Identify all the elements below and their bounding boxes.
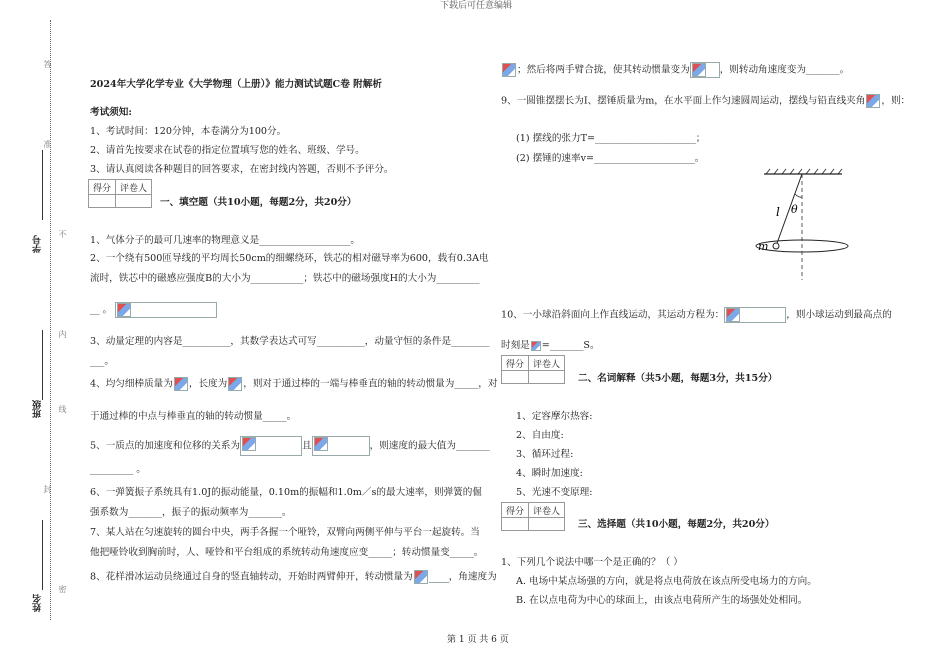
score-header: 得分 [89,180,116,195]
term-item: 3、循环过程: [516,449,574,460]
score-table [501,355,565,384]
score-table [501,502,565,531]
broken-image-icon [314,437,328,451]
question-6-line2: 强系数为_______，振子的振动频率为_______。 [90,507,292,518]
student-id-label: 学号 [33,235,43,253]
seal-mark-3: 不 [58,230,67,238]
q8-text: 8、花样滑冰运动员绕通过自身的竖直轴转动，开始时两臂伸开，转动惯量为 [90,571,413,583]
question-1: 1、气体分子的最可几速率的物理意义是___________________。 [90,235,360,246]
notice-item: 1、考试时间：120分钟，本卷满分为100分。 [90,126,287,137]
q10-text: =_______S。 [541,340,600,351]
question-4-line1 [90,377,497,391]
question-9-part2: (2) 摆锤的速率v=_____________________。 [516,153,705,164]
score-table [88,179,152,208]
seal-mark-6: 封 [43,485,52,493]
question-10-line1 [501,307,892,323]
broken-image-icon [228,377,242,391]
pendulum-bob [773,243,779,249]
q4-text: ，长度为 [188,378,228,390]
choice-option-b[interactable]: B. 在以点电荷为中心的球面上，由该点电荷所产生的场强处处相同。 [516,595,808,606]
question-5-line1 [90,436,490,456]
q10-text: ，则小球运动到最高点的 [786,309,892,321]
seal-mark-1: 答 [43,60,52,68]
header-note: 下载后可任意编辑 [440,1,513,11]
q9-text: ，则： [881,95,911,107]
seal-mark-7: 密 [58,585,67,593]
q9-text: 9、一圆锥摆摆长为I、摆锤质量为m，在水平面上作匀速圆周运动，摆线与铅直线夹角 [501,95,866,107]
question-9-line1 [501,94,910,108]
term-item: 2、自由度: [516,430,564,441]
mass-label: m [758,240,769,253]
grader-header: 评卷人 [116,180,152,195]
question-4-line2: 于通过棒的中点与棒垂直的轴的转动惯量_____。 [90,411,297,422]
question-7-line2: 他把哑铃收到胸前时，人、哑铃和平台组成的系统转动角速度应变_____；转动惯量变_____。 [90,547,484,558]
broken-image-icon [726,308,740,322]
broken-image-icon [117,303,131,317]
term-item: 1、定容摩尔热容: [516,411,593,422]
choice-option-a[interactable]: A. 电场中某点场强的方向，就是将点电荷放在该点所受电场力的方向。 [516,576,817,587]
q8-text: ，角速度为 [448,571,497,583]
broken-image-icon [531,341,541,351]
question-2-line2: 流时，铁芯中的磁感应强度B的大小为___________；铁芯中的磁场强度H的大小为_________ [90,273,480,284]
q8-text: ；然后将两手臂合拢，使其转动惯量变为 [517,64,690,76]
broken-image-icon [414,570,428,584]
term-item: 5、光速不变原理: [516,487,593,498]
broken-image-icon [692,63,706,77]
broken-image-icon [174,377,188,391]
notice-heading: 考试须知: [90,107,132,118]
question-3-line1: 3、动量定理的内容是__________，其数学表达式可写__________，动量守恒的条件是________ [90,336,490,347]
question-5-line2: _________ 。 [90,464,146,475]
question-10-line2 [501,339,600,352]
q5-text: ，则速度的最大值为_______ [369,440,490,452]
name-label: 姓名 [33,594,43,612]
angle-label: θ [791,203,798,216]
class-label: 班级 [33,400,43,418]
conical-pendulum-figure [750,168,850,283]
question-2-tail: __ 。 [90,304,113,316]
score-header: 得分 [502,503,529,518]
score-cell[interactable] [502,518,529,531]
question-2-line3 [90,302,217,318]
broken-image-icon [866,94,880,108]
question-9-part1: (1) 摆线的张力T=_____________________； [516,133,706,144]
angle-arc [795,194,802,197]
seal-line [50,20,51,620]
grader-cell[interactable] [529,371,565,384]
page-title: 2024年大学化学专业《大学物理（上册）》能力测试试题C卷 附解析 [90,79,382,90]
q5-text: 5、一质点的加速度和位移的关系为 [90,440,241,452]
q10-text: 时刻是 [501,340,530,351]
choice-question-1: 1、下列几个说法中哪一个是正确的？（ ） [501,557,683,568]
ceiling-hatch [766,169,842,174]
formula-image-box [724,307,786,323]
score-header: 得分 [502,356,529,371]
question-6-line1: 6、一弹簧振子系统具有1.0J的振动能量，0.10m的振幅和1.0m／s的最大速率，则弹簧的倔 [90,487,482,498]
q10-text: 10、一小球沿斜面向上作直线运动，其运动方程为： [501,309,725,321]
question-8-line2 [501,62,849,78]
section-heading-fill: 一、填空题（共10小题，每题2分，共20分） [160,197,357,208]
q8-text: ，则转动角速度变为_______。 [719,64,850,76]
section-heading-terms: 二、名词解释（共5小题，每题3分，共15分） [578,373,778,384]
length-label: l [776,205,780,219]
page-footer: 第 1 页 共 6 页 [447,635,509,645]
pendulum-string [776,174,802,246]
section-heading-choice: 三、选择题（共10小题，每题2分，共20分） [578,519,775,530]
formula-image-box [240,436,302,456]
seal-mark-2: 准 [43,140,52,148]
q5-text: 且 [302,440,312,452]
broken-image-icon [502,63,516,77]
question-3-line2: ___。 [90,356,114,367]
question-7-line1: 7、某人站在匀速旋转的圆台中央，两手各握一个哑铃，双臂向两侧平伸与平台一起旋转。当 [90,527,480,538]
q4-text: 4、均匀细棒质量为 [90,378,173,390]
q4-text: ，则对于通过棒的一端与棒垂直的轴的转动惯量为_____，对 [243,378,498,390]
score-cell[interactable] [89,195,116,208]
question-8-line1 [90,570,497,584]
seal-mark-4: 内 [58,330,67,338]
grader-cell[interactable] [529,518,565,531]
formula-image-box [115,302,217,318]
broken-image-icon [242,437,256,451]
term-item: 4、瞬时加速度: [516,468,583,479]
seal-mark-5: 线 [58,405,67,413]
score-cell[interactable] [502,371,529,384]
grader-cell[interactable] [116,195,152,208]
grader-header: 评卷人 [529,503,565,518]
grader-header: 评卷人 [529,356,565,371]
question-2-line1: 2、一个绕有500匝导线的平均周长50cm的细螺绕环，铁芯的相对磁导率为600，载有0.3A电 [90,253,489,264]
formula-image-box [690,62,720,78]
formula-image-box [312,436,370,456]
notice-item: 3、请认真阅读各种题目的回答要求，在密封线内答题，否则不予评分。 [90,164,394,175]
notice-item: 2、请首先按要求在试卷的指定位置填写您的姓名、班级、学号。 [90,145,365,156]
